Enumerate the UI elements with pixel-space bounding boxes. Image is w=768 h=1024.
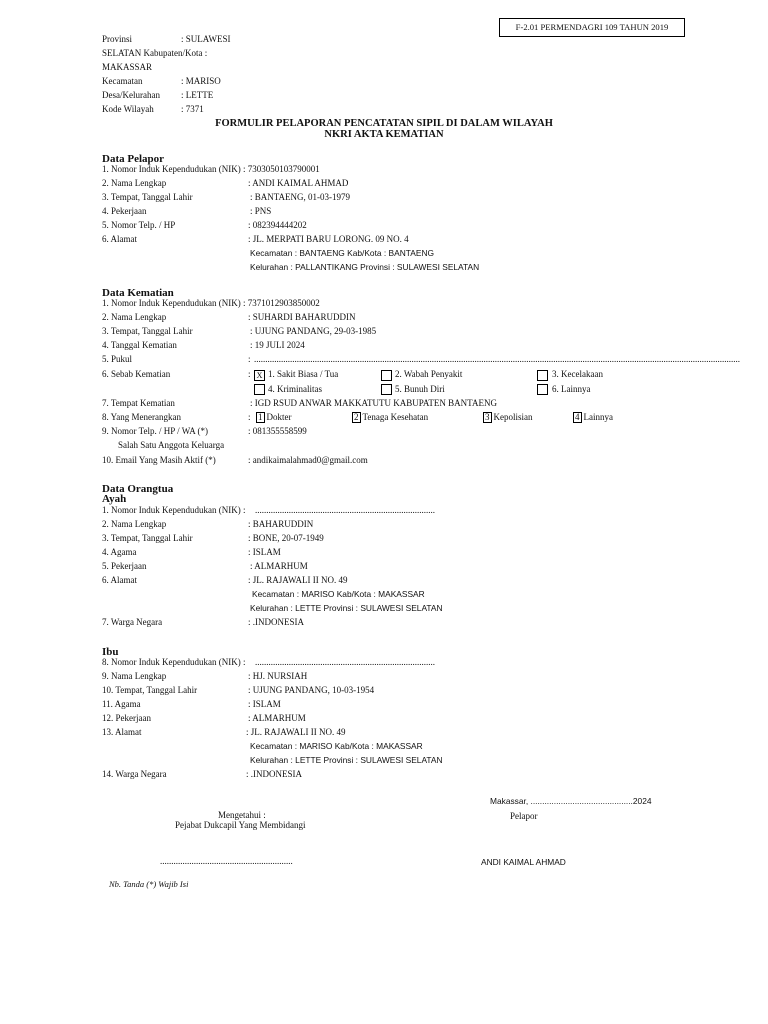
kode-wilayah-value: : 7371: [181, 104, 204, 114]
kematian-tempat-value: : IGD RSUD ANWAR MAKKATUTU KABUPATEN BANTAENG: [250, 398, 497, 408]
menerangkan-option-tenaga-kesehatan[interactable]: [352, 412, 428, 423]
desa-label: Desa/Kelurahan: [102, 90, 160, 100]
ayah-alamat-kelurahan: Kelurahan : LETTE Provinsi : SULAWESI SELATAN: [250, 603, 443, 613]
ayah-agama-label: 4. Agama: [102, 547, 137, 557]
ibu-warga-negara-label: 14. Warga Negara: [102, 769, 167, 779]
menerangkan-option-kepolisian[interactable]: [483, 412, 533, 423]
menerangkan-option-lainnya[interactable]: [573, 412, 613, 423]
ayah-nama-value: : BAHARUDDIN: [248, 519, 314, 529]
signature-pejabat-line: ...........................................................: [160, 856, 293, 866]
pelapor-ttl-value: : BANTAENG, 01-03-1979: [250, 192, 351, 202]
signature-pelapor-label: Pelapor: [510, 811, 538, 821]
signature-reporter-name: ANDI KAIMAL AHMAD: [481, 857, 566, 867]
kematian-telp-note: Salah Satu Anggota Keluarga: [118, 440, 225, 450]
pelapor-pekerjaan-value: : PNS: [250, 206, 272, 216]
ibu-nama-label: 9. Nama Lengkap: [102, 671, 167, 681]
footnote-wajib-isi: Nb. Tanda (*) Wajib Isi: [109, 879, 189, 889]
kematian-pukul-label: 5. Pukul: [102, 354, 133, 364]
kematian-email-value: : andikaimalahmad0@gmail.com: [248, 455, 368, 465]
kematian-tempat-label: 7. Tempat Kematian: [102, 398, 175, 408]
pelapor-alamat-kelurahan: Kelurahan : PALLANTIKANG Provinsi : SULAWESI SELATAN: [250, 262, 480, 272]
menerangkan-number-4: 4: [575, 412, 580, 422]
sebab-checkbox-lainnya[interactable]: [537, 384, 548, 395]
kematian-ttl-label: 3. Tempat, Tanggal Lahir: [102, 326, 193, 336]
ayah-ttl-value: : BONE, 20-07-1949: [248, 533, 324, 543]
ibu-nama-value: : HJ. NURSIAH: [248, 671, 308, 681]
kode-wilayah-label: Kode Wilayah: [102, 104, 154, 114]
ibu-agama-label: 11. Agama: [102, 699, 141, 709]
sebab-bunuh-diri-label: 5. Bunuh Diri: [395, 384, 445, 394]
ibu-alamat-kelurahan: Kelurahan : LETTE Provinsi : SULAWESI SELATAN: [250, 755, 443, 765]
ibu-pekerjaan-label: 12. Pekerjaan: [102, 713, 151, 723]
sebab-kecelakaan-label: 3. Kecelakaan: [552, 369, 603, 379]
pelapor-alamat-value: : JL. MERPATI BARU LORONG. 09 NO. 4: [248, 234, 409, 244]
provinsi-label: Provinsi: [102, 34, 133, 44]
kematian-nama-label: 2. Nama Lengkap: [102, 312, 167, 322]
ibu-ttl-value: : UJUNG PANDANG, 10-03-1954: [248, 685, 375, 695]
ayah-nama-label: 2. Nama Lengkap: [102, 519, 167, 529]
kematian-sebab-label: 6. Sebab Kematian: [102, 369, 171, 379]
ayah-alamat-value: : JL. RAJAWALI II NO. 49: [248, 575, 348, 585]
sebab-checkbox-wabah[interactable]: [381, 370, 392, 381]
ibu-ttl-label: 10. Tempat, Tanggal Lahir: [102, 685, 198, 695]
sebab-kriminalitas-label: 4. Kriminalitas: [268, 384, 322, 394]
form-reference-box: F-2.01 PERMENDAGRI 109 TAHUN 2019: [499, 18, 685, 37]
kematian-menerangkan-colon: :: [248, 412, 251, 422]
section-data-orangtua: Data Orangtua: [102, 483, 174, 495]
kematian-sebab-colon: :: [248, 369, 251, 379]
kecamatan-value: : MARISO: [181, 76, 221, 86]
kematian-email-label: 10. Email Yang Masih Aktif (*): [102, 455, 216, 465]
section-ayah: Ayah: [102, 493, 127, 505]
pelapor-alamat-kecamatan: Kecamatan : BANTAENG Kab/Kota : BANTAENG: [250, 248, 435, 258]
kematian-nama-value: : SUHARDI BAHARUDDIN: [248, 312, 356, 322]
kematian-telp-value: : 081355558599: [248, 426, 307, 436]
ibu-alamat-value: : JL. RAJAWALI II NO. 49: [246, 727, 346, 737]
ayah-ttl-label: 3. Tempat, Tanggal Lahir: [102, 533, 193, 543]
header-line-3: MAKASSAR: [102, 62, 153, 72]
menerangkan-label-tenaga-kesehatan: Tenaga Kesehatan: [362, 412, 429, 422]
sebab-checkbox-sakit-biasa[interactable]: X: [254, 370, 265, 381]
section-data-kematian: Data Kematian: [102, 287, 174, 299]
pelapor-alamat-label: 6. Alamat: [102, 234, 137, 244]
signature-mengetahui: Mengetahui :: [218, 810, 266, 820]
kematian-pukul-colon: :: [248, 354, 251, 364]
pelapor-nama-value: : ANDI KAIMAL AHMAD: [248, 178, 349, 188]
ayah-agama-value: : ISLAM: [248, 547, 281, 557]
menerangkan-number-1: 1: [258, 412, 263, 422]
ayah-alamat-label: 6. Alamat: [102, 575, 137, 585]
sebab-checkbox-kriminalitas[interactable]: [254, 384, 265, 395]
pelapor-nama-label: 2. Nama Lengkap: [102, 178, 167, 188]
ibu-warga-negara-value: : .INDONESIA: [246, 769, 302, 779]
section-data-pelapor: Data Pelapor: [102, 153, 165, 165]
section-ibu: Ibu: [102, 646, 119, 658]
kematian-pukul-dotted-line: ........................................................................................................................................................................................................................: [254, 354, 740, 364]
kematian-nik: 1. Nomor Induk Kependudukan (NIK) : 7371012903850002: [102, 298, 320, 308]
sebab-wabah-label: 2. Wabah Penyakit: [395, 369, 463, 379]
sebab-lainnya-label: 6. Lainnya: [552, 384, 591, 394]
menerangkan-label-lainnya: Lainnya: [583, 412, 613, 422]
form-title-line-2: NKRI AKTA KEMATIAN: [324, 129, 444, 140]
sebab-sakit-biasa-label: 1. Sakit Biasa / Tua: [268, 369, 339, 379]
ibu-nik-label: 8. Nomor Induk Kependudukan (NIK) :: [102, 657, 246, 667]
kematian-ttl-value: : UJUNG PANDANG, 29-03-1985: [250, 326, 377, 336]
menerangkan-label-dokter: Dokter: [266, 412, 292, 422]
signature-pejabat: Pejabat Dukcapil Yang Membidangi: [175, 820, 306, 830]
menerangkan-number-2: 2: [354, 412, 359, 422]
pelapor-pekerjaan-label: 4. Pekerjaan: [102, 206, 147, 216]
form-title-line-1: FORMULIR PELAPORAN PENCATATAN SIPIL DI DALAM WILAYAH: [215, 118, 553, 129]
sebab-checkbox-bunuh-diri[interactable]: [381, 384, 392, 395]
pelapor-telp-label: 5. Nomor Telp. / HP: [102, 220, 176, 230]
header-line-2: SELATAN Kabupaten/Kota :: [102, 48, 208, 58]
signature-place-date: Makassar, ............................................2024: [490, 796, 652, 806]
ayah-pekerjaan-value: : ALMARHUM: [250, 561, 308, 571]
kematian-tanggal-value: : 19 JULI 2024: [250, 340, 305, 350]
ayah-warga-negara-value: : .INDONESIA: [248, 617, 304, 627]
kecamatan-label: Kecamatan: [102, 76, 143, 86]
ayah-nik-label: 1. Nomor Induk Kependudukan (NIK) :: [102, 505, 246, 515]
ibu-alamat-kecamatan: Kecamatan : MARISO Kab/Kota : MAKASSAR: [250, 741, 423, 751]
pelapor-ttl-label: 3. Tempat, Tanggal Lahir: [102, 192, 193, 202]
pelapor-nik: 1. Nomor Induk Kependudukan (NIK) : 7303050103790001: [102, 164, 320, 174]
sebab-checkbox-kecelakaan[interactable]: [537, 370, 548, 381]
ibu-agama-value: : ISLAM: [248, 699, 281, 709]
kematian-tanggal-label: 4. Tanggal Kematian: [102, 340, 177, 350]
pelapor-telp-value: : 082394444202: [248, 220, 307, 230]
ibu-alamat-label: 13. Alamat: [102, 727, 142, 737]
menerangkan-number-3: 3: [485, 412, 490, 422]
ayah-alamat-kecamatan: Kecamatan : MARISO Kab/Kota : MAKASSAR: [252, 589, 425, 599]
ibu-pekerjaan-value: : ALMARHUM: [248, 713, 306, 723]
menerangkan-label-kepolisian: Kepolisian: [493, 412, 533, 422]
ayah-pekerjaan-label: 5. Pekerjaan: [102, 561, 147, 571]
menerangkan-option-dokter[interactable]: [256, 412, 292, 423]
desa-value: : LETTE: [181, 90, 214, 100]
kematian-telp-label: 9. Nomor Telp. / HP / WA (*): [102, 426, 208, 436]
ayah-warga-negara-label: 7. Warga Negara: [102, 617, 163, 627]
ayah-nik-dotted-line: ................................................................................: [255, 505, 435, 515]
ibu-nik-dotted-line: ................................................................................: [255, 657, 435, 667]
provinsi-value: : SULAWESI: [181, 34, 231, 44]
kematian-menerangkan-label: 8. Yang Menerangkan: [102, 412, 181, 422]
